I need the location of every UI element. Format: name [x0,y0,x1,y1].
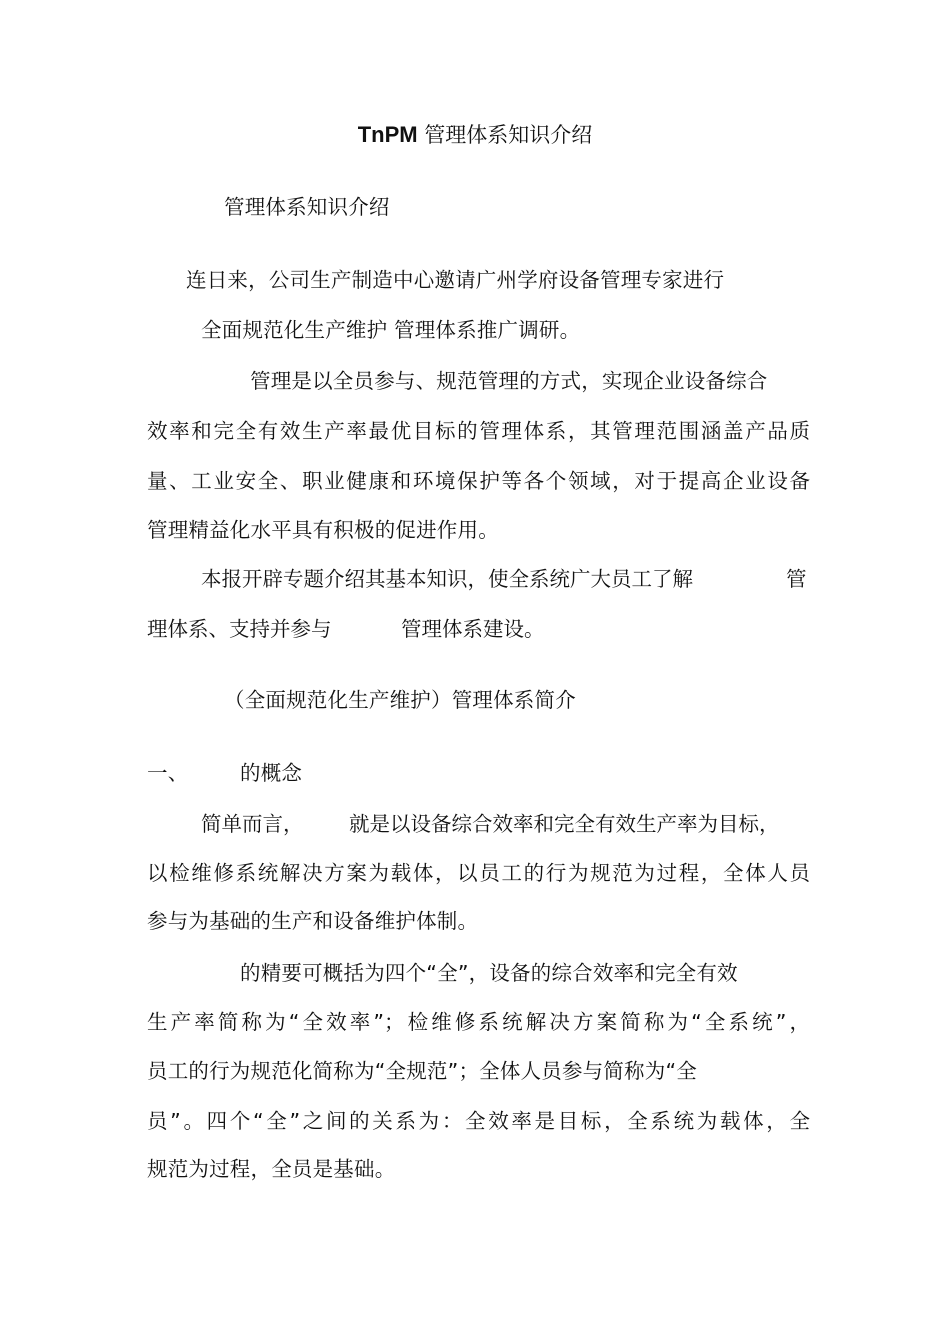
para3-line-2: 以检维修系统解决方案为载体，以员工的行为规范为过程，全体人员 [147,861,810,885]
title-latin: TnPM [357,122,418,147]
intro-line-1: 连日来，公司生产制造中心邀请广州学府设备管理专家进行 [186,268,725,292]
para3-line-3: 参与为基础的生产和设备维护体制。 [147,909,479,933]
title-chinese: 管理体系知识介绍 [424,123,593,147]
para3-line-1b: 就是以设备综合效率和完全有效生产率为目标， [349,812,780,836]
intro-line-2: 全面规范化生产维护 管理体系推广调研。 [201,318,581,342]
para1-line-1: 管理是以全员参与、规范管理的方式，实现企业设备综合 [250,369,768,393]
para4-line-2: 生产率简称为“全效率”；检维修系统解决方案简称为“全系统”， [147,1010,810,1034]
para1-line-4: 管理精益化水平具有积极的促进作用。 [147,518,499,542]
para2-line-1a: 本报开辟专题介绍其基本知识，使全系统广大员工了解 [201,567,693,591]
document-subtitle: 管理体系知识介绍 [224,195,390,219]
section-heading: （全面规范化生产维护）管理体系简介 [224,688,576,712]
document-title [0,120,950,150]
para3-line-1a: 简单而言， [201,812,304,836]
para1-line-3: 量、工业安全、职业健康和环境保护等各个领域，对于提高企业设备 [147,469,810,493]
para4-line-3: 员工的行为规范化简称为“全规范”；全体人员参与简称为“全 [147,1059,697,1083]
subsection-number: 一、 [147,761,189,785]
para2-line-2b: 管理体系建设。 [401,617,545,641]
para2-line-2a: 理体系、支持并参与 [147,617,332,641]
para4-line-4: 员”。四个“全”之间的关系为：全效率是目标，全系统为载体，全 [147,1109,810,1133]
para2-line-1b: 管 [786,567,807,591]
para4-line-1: 的精要可概括为四个“全”，设备的综合效率和完全有效 [240,961,738,985]
para4-line-5: 规范为过程，全员是基础。 [147,1157,396,1181]
para1-line-2: 效率和完全有效生产率最优目标的管理体系，其管理范围涵盖产品质 [147,419,810,443]
subsection-title: 的概念 [240,761,303,785]
